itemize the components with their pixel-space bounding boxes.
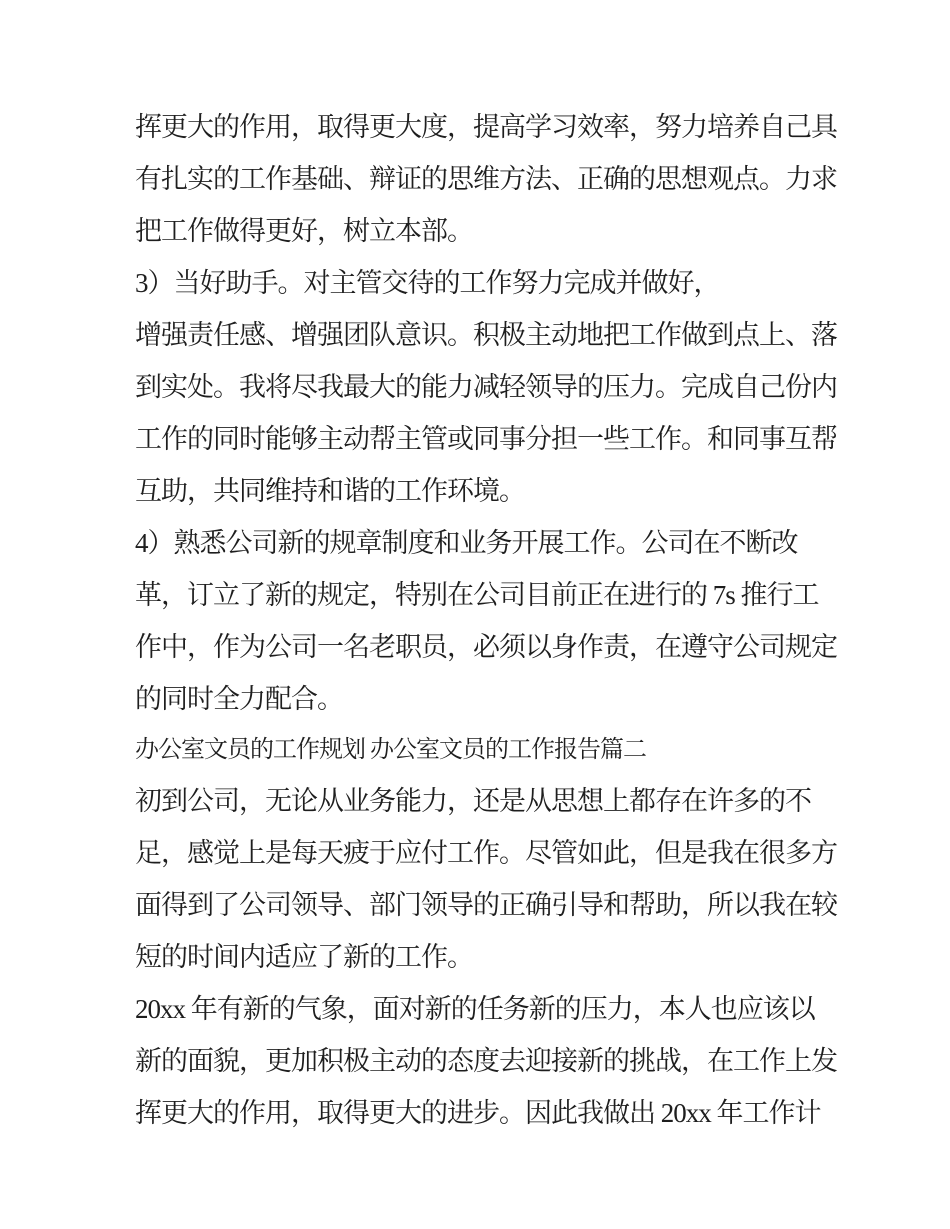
text-line: 短的时间内适应了新的工作。	[135, 942, 473, 972]
text-line: 工作的同时能够主动帮主管或同事分担一些工作。和同事互帮	[135, 424, 837, 454]
text-line: 到实处。我将尽我最大的能力减轻领导的压力。完成自己份内	[135, 372, 837, 402]
text-line: 把工作做得更好，树立本部。	[135, 216, 473, 246]
text-line: 足，感觉上是每天疲于应付工作。尽管如此，但是我在很多方	[135, 838, 837, 868]
text-line: 挥更大的作用，取得更大的进步。因此我做出 20xx 年工作计	[135, 1098, 821, 1128]
text-line: 革，订立了新的规定，特别在公司目前正在进行的 7s 推行工	[135, 580, 819, 610]
text-line: 的同时全力配合。	[135, 684, 343, 714]
text-line: 作中，作为公司一名老职员，必须以身作责，在遵守公司规定	[135, 632, 837, 662]
text-line: 挥更大的作用，取得更大度，提高学习效率，努力培养自己具	[135, 112, 837, 142]
text-line: 增强责任感、增强团队意识。积极主动地把工作做到点上、落	[135, 320, 837, 350]
text-line: 20xx 年有新的气象，面对新的任务新的压力，本人也应该以	[135, 994, 815, 1024]
section-heading: 办公室文员的工作规划 办公室文员的工作报告篇二	[135, 737, 646, 763]
document-text-block	[135, 101, 950, 1139]
text-line: 互助，共同维持和谐的工作环境。	[135, 476, 525, 506]
text-line: 初到公司，无论从业务能力，还是从思想上都存在许多的不	[135, 786, 811, 816]
text-line: 新的面貌，更加积极主动的态度去迎接新的挑战，在工作上发	[135, 1046, 837, 1076]
text-line-list-item-3: 3）当好助手。对主管交待的工作努力完成并做好，	[135, 268, 720, 298]
text-line: 有扎实的工作基础、辩证的思维方法、正确的思想观点。力求	[135, 164, 837, 194]
text-line-list-item-4: 4）熟悉公司新的规章制度和业务开展工作。公司在不断改	[135, 528, 798, 558]
text-line: 面得到了公司领导、部门领导的正确引导和帮助，所以我在较	[135, 890, 837, 920]
